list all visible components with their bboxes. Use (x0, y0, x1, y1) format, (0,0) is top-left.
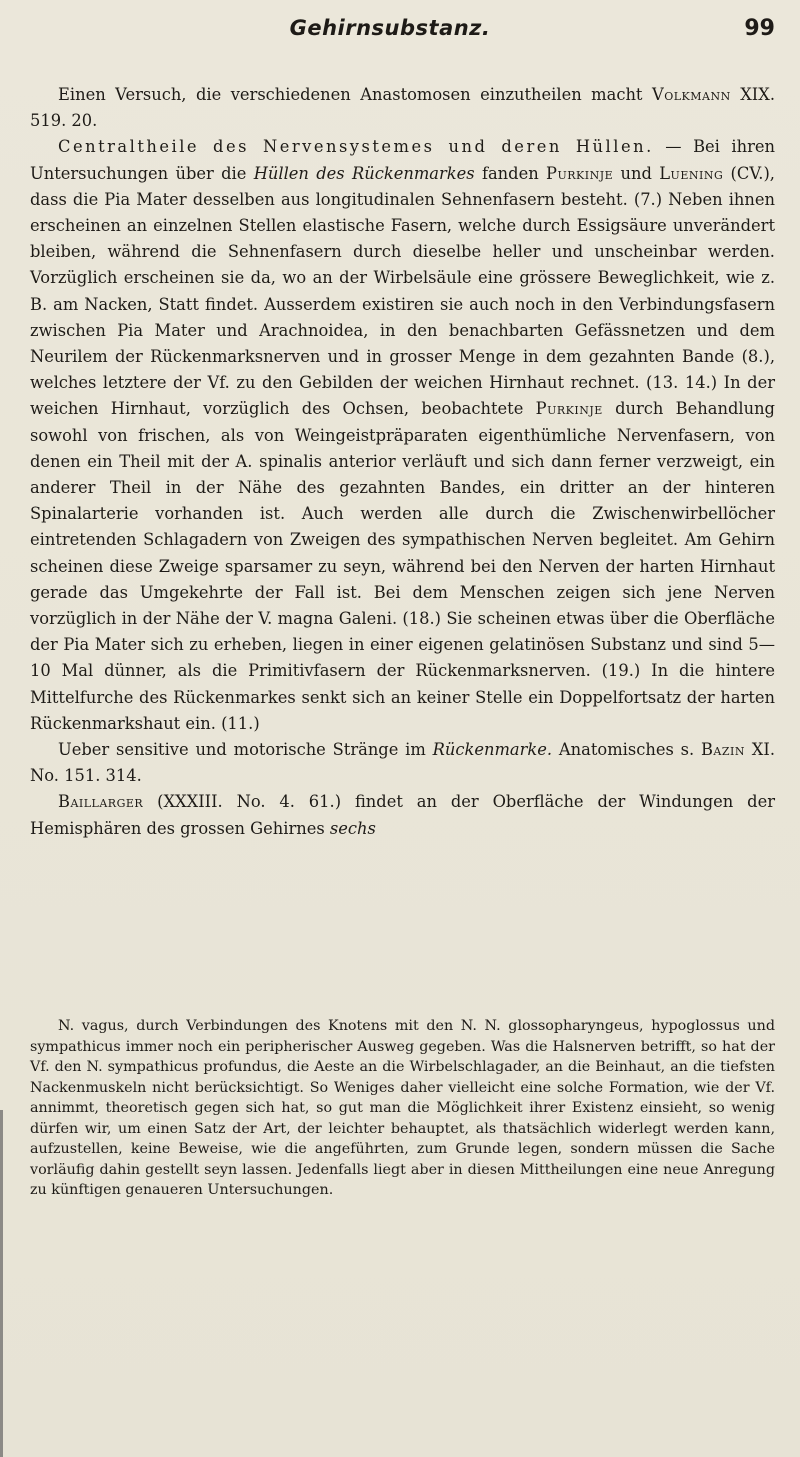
italic-term: Rückenmarke. (432, 740, 553, 760)
text-run: Einen Versuch, die verschiedenen Anastomosen einzutheilen macht (58, 85, 652, 104)
section-heading: Centraltheile des Nervensystemes und deren Hüllen. (58, 137, 654, 157)
text-run: und (613, 163, 660, 183)
paragraph-strange (30, 737, 775, 789)
paragraph-centraltheile (30, 134, 775, 737)
text-run: fanden (474, 163, 547, 183)
footnote-text: N. vagus, durch Verbindungen des Knotens mit den N. N. glossopharyngeus, hypoglossus und sympathicus immer noch ein peripherischer Ausweg gegeben. Was die Halsnerven betrifft, so hat der Vf. den N. sympathicus profundus, die Aeste an die Wirbelschlagader, an die Beinhaut, an die tiefsten Nackenmuskeln nicht berücksichtigt. So Weniges daher vielleicht eine solche Formation, wie der Vf. annimmt, theoretisch gegen sich hat, so gut man die Möglichkeit ihrer Existenz einsieht, so wenig dürfen wir, um einen Satz der Art, der leichter behauptet, als thatsächlich widerlegt werden kann, aufzustellen, keine Beweise, wie die angeführten, zum Grunde legen, sondern müssen die Sache vorläufig dahin gestellt seyn lassen. Jedenfalls liegt aber in diesen Mittheilungen eine neue Anregung zu künftigen genaueren Untersuchungen. (30, 1018, 775, 1198)
main-text (30, 82, 775, 842)
text-run: — Bei ihren Untersuchungen über die (30, 137, 775, 183)
text-run: durch Behandlung sowohl von frischen, als von Weingeistpräparaten eigenthümliche Nervenfasern, von denen ein Theil mit der A. spinalis anterior verläuft und sich dann ferner verzweigt, ein anderer Theil in der Nähe des gezahnten Bandes, ein dritter an der hinteren Spinalarterie vorhanden ist. Auch werden alle durch die Zwischenwirbellöcher eintretenden Schlagadern von Zweigen des sympathischen Nerven begleitet. Am Gehirn scheinen diese Zweige sparsamer zu seyn, während bei den Nerven der harten Hirnhaut gerade das Umgekehrte der Fall ist. Bei dem Menschen zeigen sich jene Nerven vorzüglich in der Nähe der V. magna Galeni. (18.) Sie scheinen etwas über die Oberfläche der Pia Mater sich zu erheben, liegen in einer eigenen gelatinösen Substanz und sind 5—10 Mal dünner, als die Primitivfasern der Rückenmarksnerven. (19.) In die hintere Mittelfurche des Rückenmarkes senkt sich an keiner Stelle ein Doppelfortsatz der harten Rückenmarkshaut ein. (11.) (30, 399, 775, 733)
text-run: XIX. 519. 20. (30, 85, 776, 131)
author-name: Luening (659, 163, 724, 183)
page-edge-shadow (0, 1110, 3, 1457)
text-run: Anatomisches s. (552, 740, 701, 760)
page-number: 99 (744, 16, 775, 41)
author-name: Baillarger (58, 792, 144, 812)
author-name: Volkmann (651, 85, 731, 104)
running-title: Gehirnsubstanz. (289, 16, 491, 40)
text-run: XI. No. 151. 314. (30, 740, 776, 786)
italic-term: Hüllen des Rückenmarkes (253, 163, 475, 183)
italic-term: sechs (329, 818, 376, 838)
author-name: Purkinje (546, 163, 614, 183)
text-run: (XXXIII. No. 4. 61.) findet an der Oberfläche der Windungen der Hemisphären des grossen Gehirnes (30, 792, 775, 838)
footnote (30, 1016, 775, 1201)
author-name: Purkinje (535, 399, 603, 419)
author-name: Bazin (700, 740, 745, 760)
text-run: Ueber sensitive und motorische Stränge im (58, 740, 433, 760)
page-header (30, 16, 775, 56)
paragraph-anastomosen (30, 82, 775, 134)
paragraph-baillarger (30, 789, 775, 841)
text-run: (CV.), dass die Pia Mater desselben aus longitudinalen Sehnenfasern besteht. (7.) Neben ihnen erscheinen an einzelnen Stellen elastische Fasern, welche durch Essigsäure unverändert bleiben, während die Sehnenfasern durch dieselbe heller und unscheinbar werden. Vorzüglich erscheinen sie da, wo an der Wirbelsäule eine grössere Beweglichkeit, wie z. B. am Nacken, Statt findet. Ausserdem existiren sie auch noch in den Verbindungsfasern zwischen Pia Mater und Arachnoidea, in den benachbarten Gefässnetzen und dem Neurilem der Rückenmarksnerven und in grosser Menge in dem gezahnten Bande (8.), welches letztere der Vf. zu den Gebilden der weichen Hirnhaut rechnet. (13. 14.) In der weichen Hirnhaut, vorzüglich des Ochsen, beobachtete (30, 163, 775, 419)
